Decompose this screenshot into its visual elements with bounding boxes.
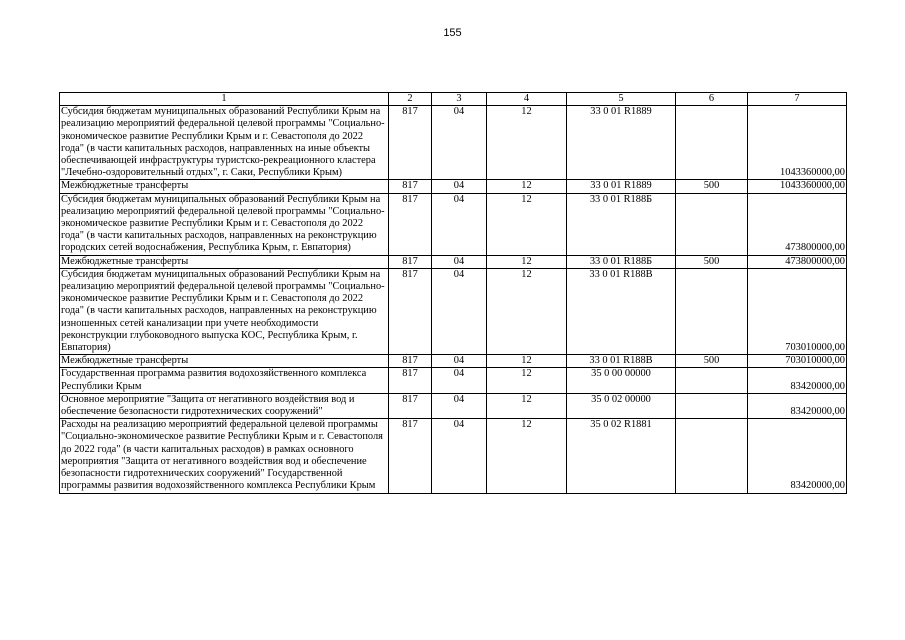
subsection-code: 12 [487, 268, 567, 354]
target-article-code: 33 0 01 R188Б [567, 255, 676, 268]
target-article-code: 35 0 02 R1881 [567, 419, 676, 493]
target-article-code: 35 0 00 00000 [567, 368, 676, 393]
ministry-code: 817 [389, 193, 432, 255]
table-row [60, 255, 847, 268]
subsection-code: 12 [487, 180, 567, 193]
amount: 473800000,00 [748, 255, 847, 268]
ministry-code: 817 [389, 180, 432, 193]
ministry-code: 817 [389, 419, 432, 493]
ministry-code: 817 [389, 106, 432, 180]
section-code: 04 [432, 255, 487, 268]
subsection-code: 12 [487, 368, 567, 393]
subsection-code: 12 [487, 355, 567, 368]
expense-type-code [676, 106, 748, 180]
row-name: Расходы на реализацию мероприятий федеральной целевой программы "Социально-экономическое развитие Республики Крым и г. Севастополя до 2022 года" (в части капитальных расходов) в рамках основного мероприятия "Защита от негативного воздействия вод и обеспечение безопасности гидротехнических сооружений" Государственной программы развития водохозяйственного комплекса Республики Крым [60, 419, 389, 493]
subsection-code: 12 [487, 393, 567, 418]
section-code: 04 [432, 106, 487, 180]
amount: 703010000,00 [748, 268, 847, 354]
target-article-code: 33 0 01 R1889 [567, 106, 676, 180]
section-code: 04 [432, 368, 487, 393]
ministry-code: 817 [389, 393, 432, 418]
section-code: 04 [432, 355, 487, 368]
section-code: 04 [432, 393, 487, 418]
table-row [60, 268, 847, 354]
column-header: 7 [748, 93, 847, 106]
subsection-code: 12 [487, 193, 567, 255]
expense-type-code [676, 268, 748, 354]
row-name: Государственная программа развития водохозяйственного комплекса Республики Крым [60, 368, 389, 393]
subsection-code: 12 [487, 419, 567, 493]
expense-type-code: 500 [676, 180, 748, 193]
column-header: 3 [432, 93, 487, 106]
section-code: 04 [432, 419, 487, 493]
amount: 703010000,00 [748, 355, 847, 368]
section-code: 04 [432, 193, 487, 255]
expense-type-code: 500 [676, 355, 748, 368]
column-header: 5 [567, 93, 676, 106]
budget-table [59, 92, 847, 494]
amount: 83420000,00 [748, 419, 847, 493]
column-header: 6 [676, 93, 748, 106]
amount: 473800000,00 [748, 193, 847, 255]
subsection-code: 12 [487, 106, 567, 180]
column-header: 4 [487, 93, 567, 106]
ministry-code: 817 [389, 255, 432, 268]
expense-type-code [676, 393, 748, 418]
target-article-code: 33 0 01 R188Б [567, 193, 676, 255]
section-code: 04 [432, 268, 487, 354]
table-header-row [60, 93, 847, 106]
ministry-code: 817 [389, 268, 432, 354]
row-name: Основное мероприятие "Защита от негативного воздействия вод и обеспечение безопасности гидротехнических сооружений" [60, 393, 389, 418]
amount: 1043360000,00 [748, 106, 847, 180]
target-article-code: 33 0 01 R188В [567, 355, 676, 368]
expense-type-code [676, 368, 748, 393]
row-name: Межбюджетные трансферты [60, 355, 389, 368]
target-article-code: 33 0 01 R188В [567, 268, 676, 354]
table-row [60, 180, 847, 193]
row-name: Межбюджетные трансферты [60, 180, 389, 193]
ministry-code: 817 [389, 368, 432, 393]
expense-type-code [676, 419, 748, 493]
table-row [60, 106, 847, 180]
table-row [60, 368, 847, 393]
row-name: Субсидия бюджетам муниципальных образований Республики Крым на реализацию мероприятий федеральной целевой программы "Социально-экономическое развитие Республики Крым и г. Севастополя до 2022 года" (в части капитальных расходов, направленных на реконструкцию городских сетей водоснабжения, Республика Крым, г. Евпатория) [60, 193, 389, 255]
amount: 83420000,00 [748, 368, 847, 393]
row-name: Межбюджетные трансферты [60, 255, 389, 268]
expense-type-code [676, 193, 748, 255]
section-code: 04 [432, 180, 487, 193]
amount: 83420000,00 [748, 393, 847, 418]
column-header: 1 [60, 93, 389, 106]
table-row [60, 193, 847, 255]
target-article-code: 35 0 02 00000 [567, 393, 676, 418]
row-name: Субсидия бюджетам муниципальных образований Республики Крым на реализацию мероприятий федеральной целевой программы "Социально-экономическое развитие Республики Крым и г. Севастополя до 2022 года" (в части капитальных расходов, направленных на иные объекты обеспечивающей инфраструктуры туристско-рекреационного кластера "Лечебно-оздоровительный отдых", г. Саки, Республики Крым) [60, 106, 389, 180]
row-name: Субсидия бюджетам муниципальных образований Республики Крым на реализацию мероприятий федеральной целевой программы "Социально-экономическое развитие Республики Крым и г. Севастополя до 2022 года" (в части капитальных расходов, направленных на реконструкцию изношенных сетей канализации при учете необходимости реконструкции глубоководного выпуска КОС, Республика Крым, г. Евпатория) [60, 268, 389, 354]
table-row [60, 393, 847, 418]
page-number: 155 [443, 27, 462, 39]
target-article-code: 33 0 01 R1889 [567, 180, 676, 193]
expense-type-code: 500 [676, 255, 748, 268]
ministry-code: 817 [389, 355, 432, 368]
table-row [60, 419, 847, 493]
column-header: 2 [389, 93, 432, 106]
subsection-code: 12 [487, 255, 567, 268]
amount: 1043360000,00 [748, 180, 847, 193]
table-row [60, 355, 847, 368]
